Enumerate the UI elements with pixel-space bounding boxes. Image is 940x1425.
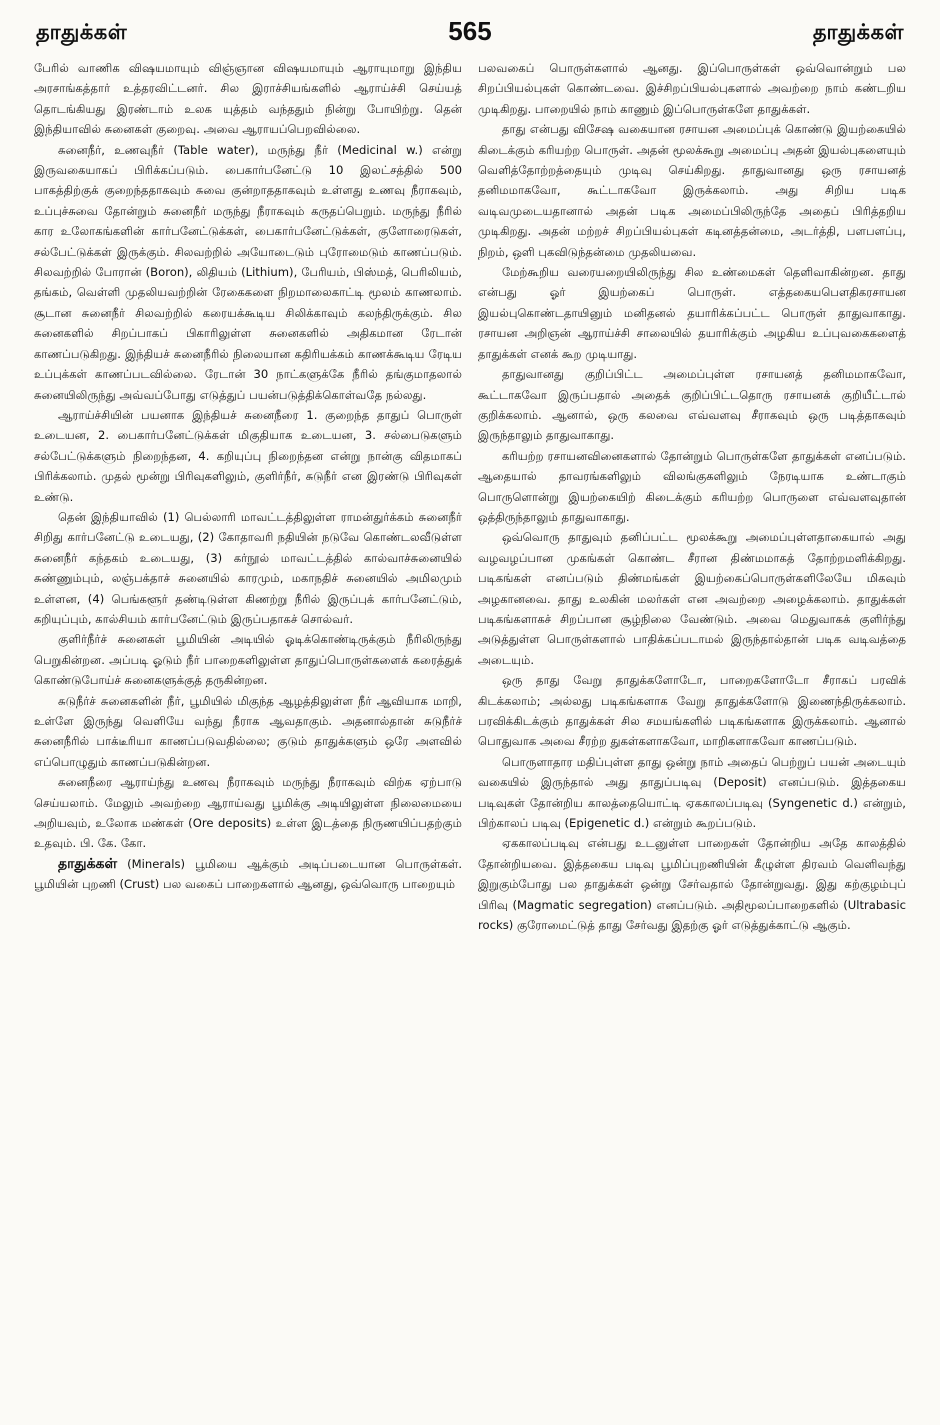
paragraph: சுனைநீர், உணவுநீர் (Table water), மருந்து நீர் (Medicinal w.) என்று இருவகையாகப் பிரிக்கப்படும். பைகார்பனேட்டு 10 இலட்சத்தில் 500 பாகத்திற்குக் குறைந்ததாகவும் சுவை குன்றாததாகவும் உள்ளது உணவு நீராகவும், உப்புச்சுவை தோன்றும் சுனைநீர் மருந்து நீராகவும் கருதப்பெறும். மருந்து நீரில் கார உலோகங்களின் கார்பனேட்டுக்கள், பைகார்பனேட்டுக்கள், குளோரைடுகள், சல்பேட்டுக்கள் இருக்கும். சிலவற்றில் அயோடைடும் புரோமைடும் காணப்படும். சிலவற்றில் போரான் (Boron), லிதியம் (Lithium), பேரியம், பிஸ்மத், பெரிலியம், தங்கம், வெள்ளி முதலியவற்றின் ரேகைகளை நிறமாலைகாட்டி மூலம் காணலாம். சூடான சுனைநீர் சிலவற்றில் கரையக்கூடிய சிலிக்காவும் கலந்திருக்கும். சில சுனைகளில் சிறப்பாகப் பிகாரிலுள்ள சுனைகளில் அதிகமான ரேடான் காணப்படுகிறது. இந்தியச் சுனைநீரில் நிலையான கதிரியக்கம் காணக்கூடிய ரேடிய உப்புக்கள் காணப்படவில்லை. ரேடான் 30 நாட்களுக்கே நீரில் தங்குமாதலால் சுனையிலிருந்து அவ்வப்போது எடுத்துப் பயன்படுத்திக்கொள்வதே நல்லது. — [34, 142, 462, 402]
paragraph: தாது என்பது விசேஷ வகையான ரசாயன அமைப்புக் கொண்டு இயற்கையில் கிடைக்கும் கரியற்ற பொருள். அதன் மூலக்கூறு அமைப்பு அதன் இயல்புகளையும் வெளித்தோற்றத்தையும் முடிவு செய்கிறது. தாதுவானது ஒரு ரசாயனத் தனிமமாகவோ, கூட்டாகவோ இருக்கலாம். அது சிறிய படிக வடிவமுடையதானால் அதன் படிக அமைப்பிலிருந்தே அதைப் பிரித்தறிய முடிகிறது. அதன் மற்றச் சிறப்பியல்புகள் கடினத்தன்மை, அடர்த்தி, பளபளப்பு, நிறம், ஒளி புகவிடுந்தன்மை முதலியவை. — [478, 122, 906, 259]
paragraph: கரியற்ற ரசாயனவினைகளால் தோன்றும் பொருள்களே தாதுக்கள் எனப்படும். ஆதையால் தாவரங்களிலும் விலங்குகளிலும் நேரடியாக உண்டாகும் பொருளொன்று இயற்கையிற் கிடைக்கும் கரியற்ற பொருளை எவ்வளவுதான் ஒத்திருந்தாலும் தாதுவாகாது. — [478, 448, 906, 524]
page-header — [34, 14, 906, 58]
paragraph: தாதுவானது குறிப்பிட்ட அமைப்புள்ள ரசாயனத் தனிமமாகவோ, கூட்டாகவோ இருப்பதால் அதைக் குறிப்பிட்டதொரு ரசாயனக் குறியீட்டால் குறிக்கலாம். ஆனால், ஒரு கலவை எவ்வளவு சீராகவும் ஒரு படித்தாகவும் இருந்தாலும் தாதுவாகாது. — [478, 367, 906, 443]
paragraph: ஒவ்வொரு தாதுவும் தனிப்பட்ட மூலக்கூறு அமைப்புள்ளதாகையால் அது வழவழப்பான முகங்கள் கொண்ட சீரான திண்மமாகத் தோற்றமளிக்கிறது. படிகங்கள் எனப்படும் திண்மங்கள் இயற்கைப்பொருள்களிலேயே மிகவும் அழகானவை. தாது உலகின் மலர்கள் என அவற்றை அழைக்கலாம். தாதுக்கள் படிகங்களாகச் சிறப்பான சூழ்நிலை வேண்டும். அவை மெதுவாகக் குளிர்ந்து அடுத்துள்ள பொருள்களால் பாதிக்கப்படாமல் இருந்தால்தான் படிக வடிவத்தை அடையும். — [478, 530, 906, 667]
paragraph: ஒரு தாது வேறு தாதுக்களோடோ, பாறைகளோடோ சீராகப் பரவிக் கிடக்கலாம்; அல்லது படிகங்களாக வேறு தாதுக்களோடு இணைந்திருக்கலாம். பரவிக்கிடக்கும் தாதுக்கள் சில சமயங்களில் படிகங்களாக இருக்கலாம். ஆனால் பொதுவாக அவை சீரற்ற துகள்களாகவோ, மாறிகளாகவோ காணப்படும். — [478, 673, 906, 749]
paragraph: சுடுநீர்ச் சுனைகளின் நீர், பூமியில் மிகுந்த ஆழத்திலுள்ள நீர் ஆவியாக மாறி, உள்ளே இருந்து வெளியே வந்து நீராக ஆவதாகும். அதனால்தான் சுடுநீர்ச் சுனைநீரில் பாக்டீரியா காணப்படுவதில்லை; குடும் தாதுக்களும் ஒரே அளவில் எப்பொழுதும் காணப்படுகின்றன. — [34, 693, 462, 769]
entry-text: (Minerals) பூமியை ஆக்கும் அடிப்படையான பொருள்கள். பூமியின் புறணி (Crust) பல வகைப் பாறைகளால் ஆனது, ஒவ்வொரு பாறையும் — [34, 856, 462, 892]
paragraph: குளிர்நீர்ச் சுனைகள் பூமியின் அடியில் ஓடிக்கொண்டிருக்கும் நீரிலிருந்து பெறுகின்றன. அப்படி ஓடும் நீர் பாறைகளிலுள்ள தாதுப்பொருள்களைக் கரைத்துக் கொண்டுபோய்ச் சுனைகளுக்குத் தருகின்றன. — [34, 632, 462, 688]
paragraph: தென் இந்தியாவில் (1) பெல்லாரி மாவட்டத்திலுள்ள ராமன்துர்க்கம் சுனைநீர் சிறிது கார்பனேட்டு உடையது, (2) கோதாவரி நதியின் நடுவே கொண்டலவீடுள்ள சுனைநீர் கந்தகம் உடையது, (3) கர்நூல் மாவட்டத்தில் கால்வாச்சுனையில் சுண்ணும்பும், லஞ்பக்தாச் சுனையில் காரமும், மகாநதிச் சுனையில் அமிலமும் உள்ளன, (4) பெங்களூர் தண்டிடுள்ள கிணற்று நீரில் இருப்புக் கார்பனேட்டும், கறியுப்பும், கால்சியம் கார்பனேட்டும் இருப்பதாகச் சொல்வர். — [34, 509, 462, 626]
entry-paragraph — [34, 854, 462, 895]
paragraph: பொருளாதார மதிப்புள்ள தாது ஒன்று நாம் அதைப் பெற்றுப் பயன் அடையும் வகையில் இருந்தால் அது தாதுப்படிவு (Deposit) எனப்படும். இத்தகைய படிவுகள் தோன்றிய காலத்தையொட்டி ஏககாலப்படிவு (Syngenetic d.) என்றும், பிற்காலப் படிவு (Epigenetic d.) என்றும் கூறப்படும். — [478, 754, 906, 831]
right-column — [478, 58, 906, 1418]
paragraph: ஆராய்ச்சியின் பயனாக இந்தியச் சுனைநீரை 1. குறைந்த தாதுப் பொருள் உடையன, 2. பைகார்பனேட்டுக்கள் மிகுதியாக உடையன, 3. சல்பைடுகளும் சல்பேட்டுக்களும் நிறைந்தன, 4. கறியுப்பு நிறைந்தன என்று நான்கு விதமாகப் பிரிக்கலாம். முதல் மூன்று பிரிவுகளிலும், குளிர்நீர், சுடுநீர் என இரண்டு பிரிவுகள் உண்டு. — [34, 407, 462, 504]
text-columns — [34, 58, 906, 1418]
page-number: 565 — [448, 16, 492, 46]
paragraph: பலவகைப் பொருள்களால் ஆனது. இப்பொருள்கள் ஒவ்வொன்றும் பல சிறப்பியல்புகள் கொண்டவை. இச்சிறப்பியல்புகளால் அவற்றை நாம் கண்டறிய முடிகிறது. பாறையில் நாம் காணும் இப்பொருள்களே தாதுக்கள். — [478, 61, 906, 116]
paragraph: சுனைநீரை ஆராய்ந்து உணவு நீராகவும் மருந்து நீராகவும் விற்க ஏற்பாடு செய்யலாம். மேலும் அவற்றை ஆராய்வது பூமிக்கு அடியிலுள்ள நிலைமையை அறியவும், உலோக மண்கள் (Ore deposits) உள்ள இடத்தை நிருணயிப்பதற்கும் உதவும். பி. கே. கோ. — [34, 775, 462, 851]
paragraph: பேரில் வாணிக விஷயமாயும் விஞ்ஞான விஷயமாயும் ஆராயுமாறு இந்திய அரசாங்கத்தார் உத்தரவிட்டனர். சில இராச்சியங்களில் ஆராய்ச்சி செய்யத் தொடங்கியது இரண்டாம் உலக யுத்தம் வந்ததும் நின்று போயிற்று. தென் இந்தியாவில் சுனைகள் குறைவு. அவை ஆராயப்பெறவில்லை. — [34, 61, 462, 137]
paragraph: மேற்கூறிய வரையறையிலிருந்து சில உண்மைகள் தெளிவாகின்றன. தாது என்பது ஓர் இயற்கைப் பொருள். எத்தகையபெளதிகரசாயன இயல்புகொண்டதாயினும் மனிதனல் தயாரிக்கப்பட்ட பொருள் தாதுவாகாது. ரசாயன அறிஞன் ஆராய்ச்சி சாலையில் தயாரிக்கும் அழகிய உப்புவகைகளைத் தாதுக்கள் எனக் கூற முடியாது. — [478, 265, 906, 361]
running-head-left: தாதுக்கள் — [36, 20, 128, 44]
running-head-right: தாதுக்கள் — [812, 20, 904, 44]
paragraph: ஏககாலப்படிவு என்பது உடனுள்ள பாறைகள் தோன்றிய அதே காலத்தில் தோன்றியவை. இத்தகைய படிவு பூமிப்புறணியின் கீழுள்ள திரவம் வெளிவந்து இறுகும்போது பல தாதுக்கள் ஒன்று சேர்வதால் தோன்றுவது. இது கற்குழம்புப் பிரிவு (Magmatic segregation) எனப்படும். அதிமூலப்பாறைகளில் (Ultrabasic rocks) குரோமைட்டுத் தாது சேர்வது இதற்கு ஓர் எடுத்துக்காட்டு ஆகும். — [478, 836, 906, 933]
entry-headword: தாதுக்கள் — [58, 855, 118, 872]
left-column — [34, 58, 462, 1418]
